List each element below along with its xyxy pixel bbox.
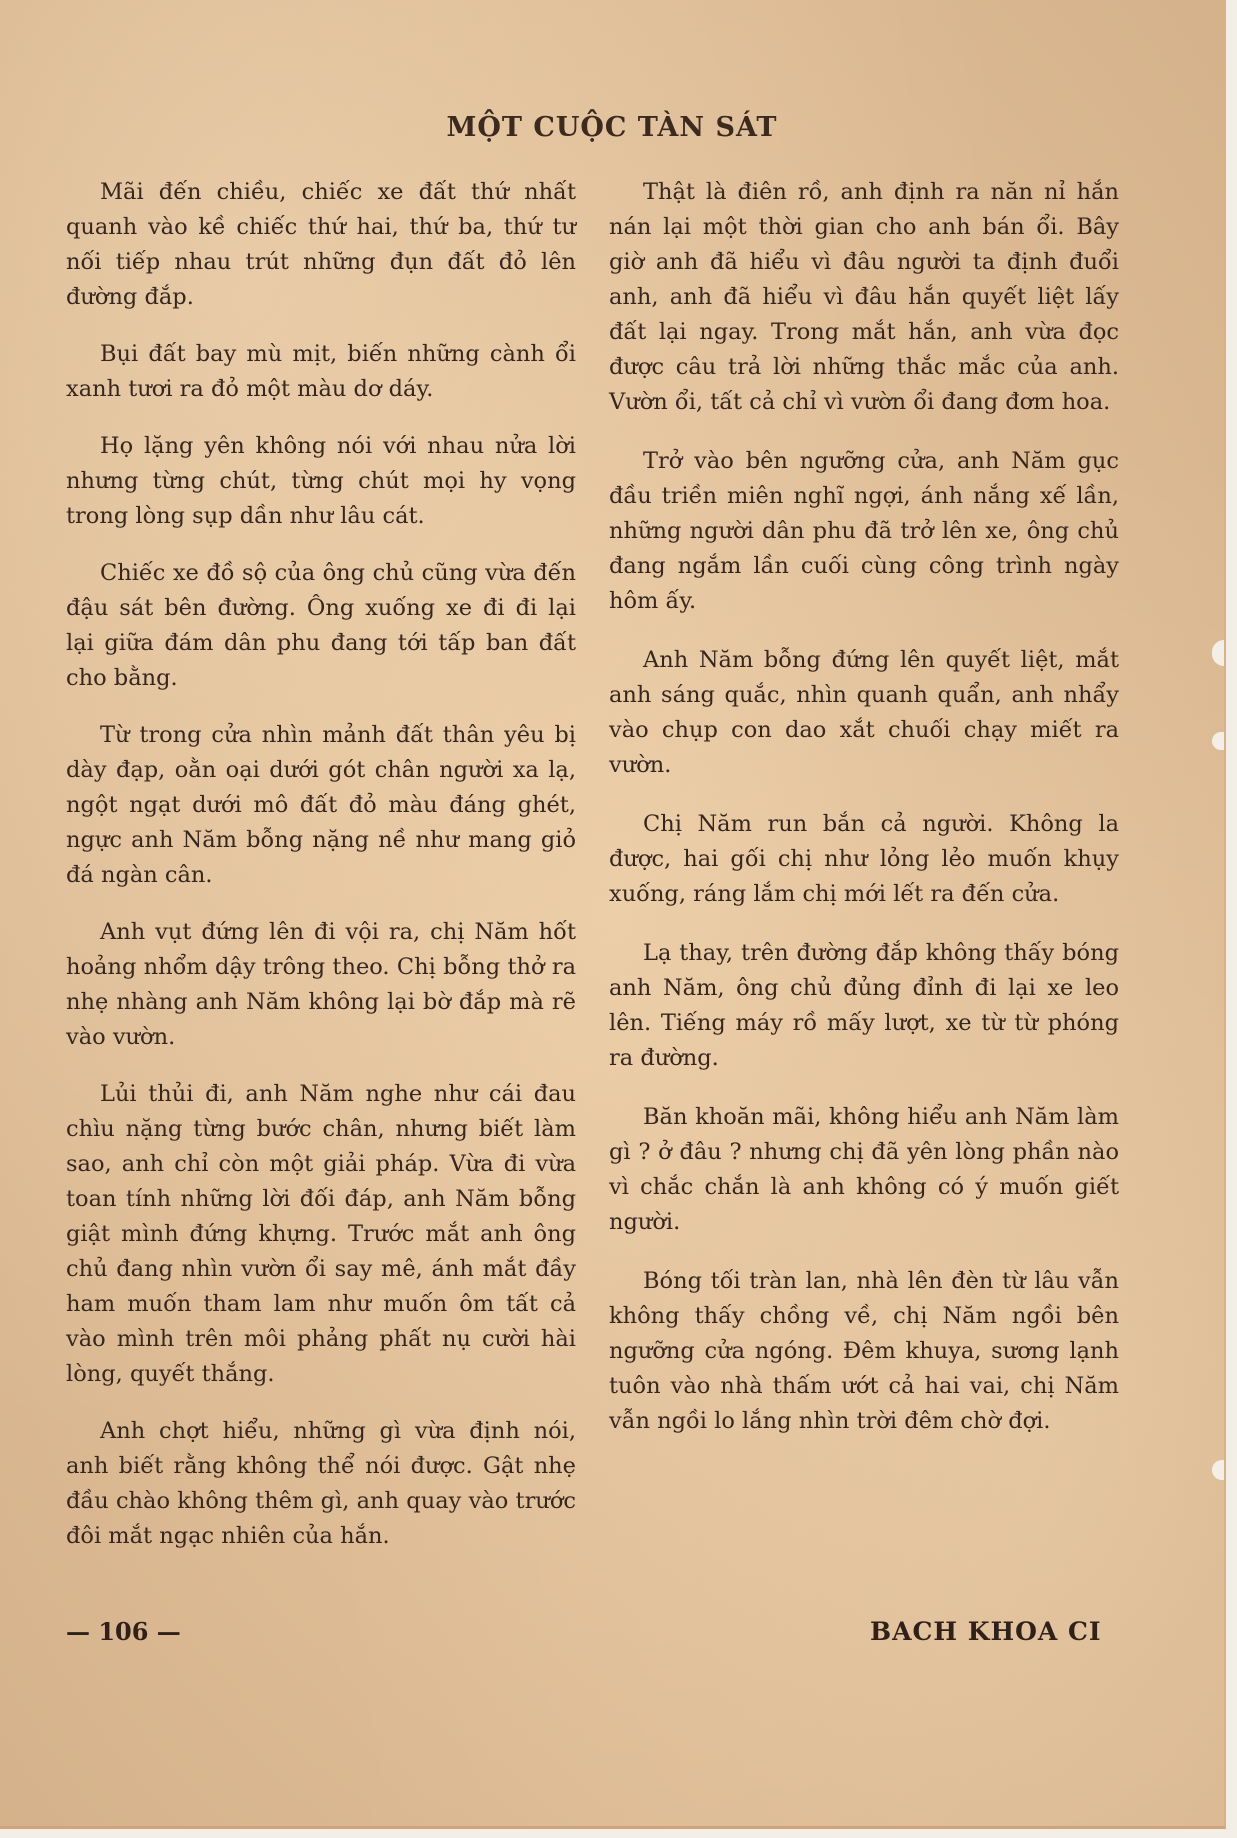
paragraph: Anh vụt đứng lên đi vội ra, chị Năm hốt hoảng nhổm dậy trông theo. Chị bỗng thở ra nhẹ nhàng anh Năm không lại bờ đắp mà rẽ vào vườn. — [66, 919, 576, 1050]
paragraph: Họ lặng yên không nói với nhau nửa lời nhưng từng chút, từng chút mọi hy vọng trong lòng sụp dần như lâu cát. — [66, 433, 576, 529]
paper-tear — [1212, 732, 1224, 750]
right-column — [609, 175, 1119, 1463]
paper-tear — [1212, 1460, 1224, 1480]
paragraph: Chị Năm run bắn cả người. Không la được, hai gối chị như lỏng lẻo muốn khụy xuống, ráng lắm chị mới lết ra đến cửa. — [609, 811, 1119, 907]
paragraph: Bóng tối tràn lan, nhà lên đèn từ lâu vẫn không thấy chồng về, chị Năm ngồi bên ngưỡng cửa ngóng. Đêm khuya, sương lạnh tuôn vào nhà thấm ướt cả hai vai, chị Năm vẫn ngồi lo lắng nhìn trời đêm chờ đợi. — [609, 1268, 1119, 1434]
article-title: MỘT CUỘC TÀN SÁT — [446, 112, 778, 143]
left-column — [66, 175, 576, 1576]
paragraph: Mãi đến chiều, chiếc xe đất thứ nhất quanh vào kề chiếc thứ hai, thứ ba, thứ tư nối tiếp nhau trút những đụn đất đỏ lên đường đắp. — [66, 179, 576, 310]
magazine-name: BACH KHOA CI — [870, 1617, 1102, 1646]
paragraph: Trở vào bên ngưỡng cửa, anh Năm gục đầu triền miên nghĩ ngợi, ánh nắng xế lần, những người dân phu đã trở lên xe, ông chủ đang ngắm lần cuối cùng công trình ngày hôm ấy. — [609, 448, 1119, 614]
paper-tear — [1212, 640, 1224, 666]
paragraph: Lạ thay, trên đường đắp không thấy bóng anh Năm, ông chủ đủng đỉnh đi lại xe leo lên. Tiếng máy rồ mấy lượt, xe từ từ phóng ra đường. — [609, 940, 1119, 1071]
page-number: — 106 — — [66, 1617, 181, 1646]
paragraph: Từ trong cửa nhìn mảnh đất thân yêu bị dày đạp, oằn oại dưới gót chân người xa lạ, ngột ngạt dưới mô đất đỏ màu đáng ghét, ngực anh Năm bỗng nặng nề như mang giỏ đá ngàn cân. — [66, 722, 576, 888]
paragraph: Anh chợt hiểu, những gì vừa định nói, anh biết rằng không thể nói được. Gật nhẹ đầu chào không thêm gì, anh quay vào trước đôi mắt ngạc nhiên của hắn. — [66, 1418, 576, 1549]
paragraph: Chiếc xe đồ sộ của ông chủ cũng vừa đến đậu sát bên đường. Ông xuống xe đi đi lại lại giữa đám dân phu đang tới tấp ban đất cho bằng. — [66, 560, 576, 691]
paragraph: Anh Năm bỗng đứng lên quyết liệt, mắt anh sáng quắc, nhìn quanh quẩn, anh nhẩy vào chụp con dao xắt chuối chạy miết ra vườn. — [609, 647, 1119, 778]
paragraph: Bụi đất bay mù mịt, biến những cành ổi xanh tươi ra đỏ một màu dơ dáy. — [66, 341, 576, 402]
paragraph: Băn khoăn mãi, không hiểu anh Năm làm gì ? ở đâu ? nhưng chị đã yên lòng phần nào vì chắc chắn là anh không có ý muốn giết người. — [609, 1104, 1119, 1235]
paragraph: Thật là điên rồ, anh định ra năn nỉ hắn nán lại một thời gian cho anh bán ổi. Bây giờ anh đã hiểu vì đâu người ta định đuổi anh, anh đã hiểu vì đâu hắn quyết liệt lấy đất lại ngay. Trong mắt hắn, anh vừa đọc được câu trả lời những thắc mắc của anh. Vườn ổi, tất cả chỉ vì vườn ổi đang đơm hoa. — [609, 179, 1119, 415]
paragraph: Lủi thủi đi, anh Năm nghe như cái đau chìu nặng từng bước chân, nhưng biết làm sao, anh chỉ còn một giải pháp. Vừa đi vừa toan tính những lời đối đáp, anh Năm bỗng giật mình đứng khựng. Trước mắt anh ông chủ đang nhìn vườn ổi say mê, ánh mắt đầy ham muốn tham lam như muốn ôm tất cả vào mình trên môi phảng phất nụ cười hài lòng, quyết thắng. — [66, 1081, 576, 1387]
